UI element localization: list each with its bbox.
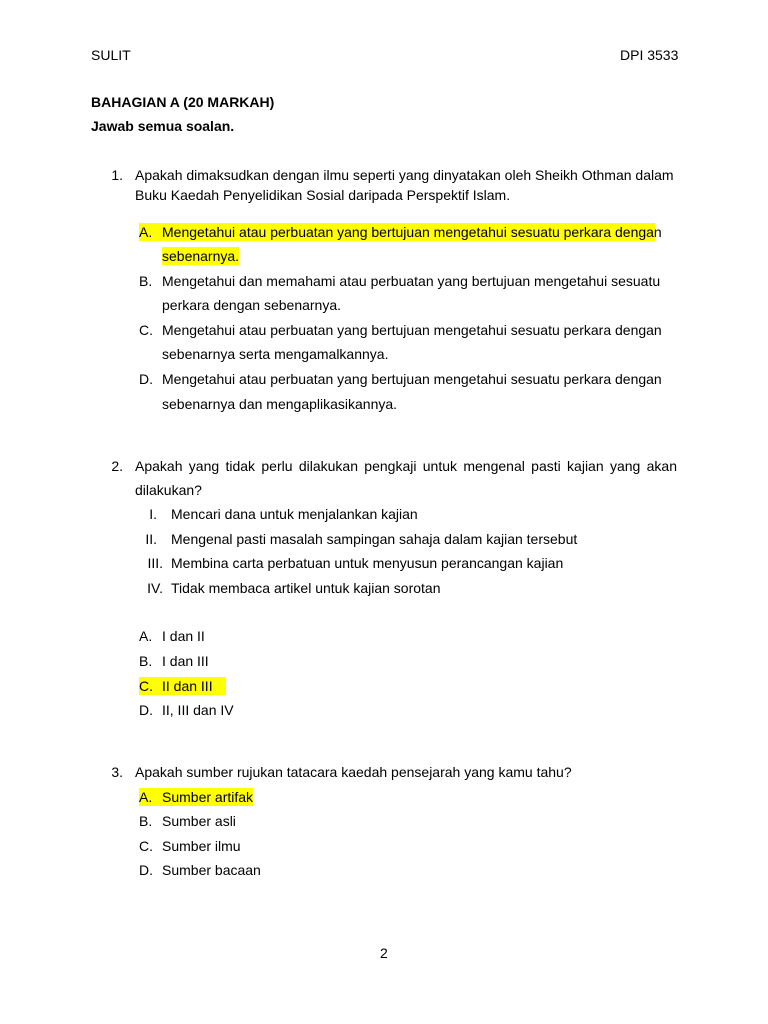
option-letter: C. <box>139 322 153 338</box>
option-letter: D. <box>139 702 153 718</box>
question-text-line: Buku Kaedah Penyelidikan Sosial daripada Perspektif Islam. <box>135 187 511 203</box>
option-letter: C. <box>139 838 153 854</box>
option-text: Sumber ilmu <box>162 838 241 854</box>
option-highlight-line <box>139 788 253 806</box>
section-instruction: Jawab semua soalan. <box>91 118 235 134</box>
header-left: SULIT <box>91 47 131 63</box>
question-number: 2. <box>111 458 123 474</box>
option-letter: D. <box>139 862 153 878</box>
question-text-line: Apakah yang tidak perlu dilakukan pengkaji untuk mengenal pasti kajian yang akan <box>135 458 677 474</box>
option-text-line: sebenarnya serta mengamalkannya. <box>162 346 389 362</box>
option-letter: A. <box>139 224 153 240</box>
statement-numeral: I. <box>149 506 157 522</box>
option-letter: C. <box>139 678 153 694</box>
statement-text: Mengenal pasti masalah sampingan sahaja dalam kajian tersebut <box>171 531 578 547</box>
option-text-line: Mengetahui atau perbuatan yang bertujuan mengetahui sesuatu perkara dengan <box>162 224 662 240</box>
statement-numeral: III. <box>147 555 163 571</box>
question-number: 3. <box>111 764 123 780</box>
option-text: I dan III <box>162 653 209 669</box>
option-text-line: perkara dengan sebenarnya. <box>162 297 342 313</box>
statement-numeral: IV. <box>147 580 163 596</box>
option-highlight-line <box>139 223 662 241</box>
option-highlight-line <box>139 677 226 695</box>
header-right: DPI 3533 <box>620 47 679 63</box>
section-title: BAHAGIAN A (20 MARKAH) <box>91 94 275 110</box>
option-text: II, III dan IV <box>162 702 234 718</box>
option-text: II dan III <box>162 678 213 694</box>
option-letter: B. <box>139 653 153 669</box>
option-letter: A. <box>139 789 153 805</box>
page-number: 2 <box>380 945 388 961</box>
option-letter: D. <box>139 371 153 387</box>
question-number: 1. <box>111 167 123 183</box>
statement-text: Membina carta perbatuan untuk menyusun perancangan kajian <box>171 555 564 571</box>
option-letter: B. <box>139 813 153 829</box>
option-letter: B. <box>139 273 153 289</box>
statement-text: Mencari dana untuk menjalankan kajian <box>171 506 418 522</box>
statement-text: Tidak membaca artikel untuk kajian sorotan <box>171 580 441 596</box>
question-text-line: Apakah sumber rujukan tatacara kaedah pensejarah yang kamu tahu? <box>135 764 572 780</box>
option-text: Sumber asli <box>162 813 236 829</box>
option-text-line: sebenarnya. <box>162 248 240 264</box>
option-text-line: sebenarnya dan mengaplikasikannya. <box>162 396 398 412</box>
statement-numeral: II. <box>145 531 157 547</box>
option-text: I dan II <box>162 628 205 644</box>
option-text: Sumber artifak <box>162 789 254 805</box>
option-text: Sumber bacaan <box>162 862 261 878</box>
option-text-line: Mengetahui atau perbuatan yang bertujuan mengetahui sesuatu perkara dengan <box>162 371 662 387</box>
option-text-line: Mengetahui dan memahami atau perbuatan yang bertujuan mengetahui sesuatu <box>162 273 661 289</box>
option-text-line: Mengetahui atau perbuatan yang bertujuan mengetahui sesuatu perkara dengan <box>162 322 662 338</box>
question-text-line: Apakah dimaksudkan dengan ilmu seperti yang dinyatakan oleh Sheikh Othman dalam <box>135 167 674 183</box>
option-letter: A. <box>139 628 153 644</box>
question-text-line: dilakukan? <box>135 482 202 498</box>
